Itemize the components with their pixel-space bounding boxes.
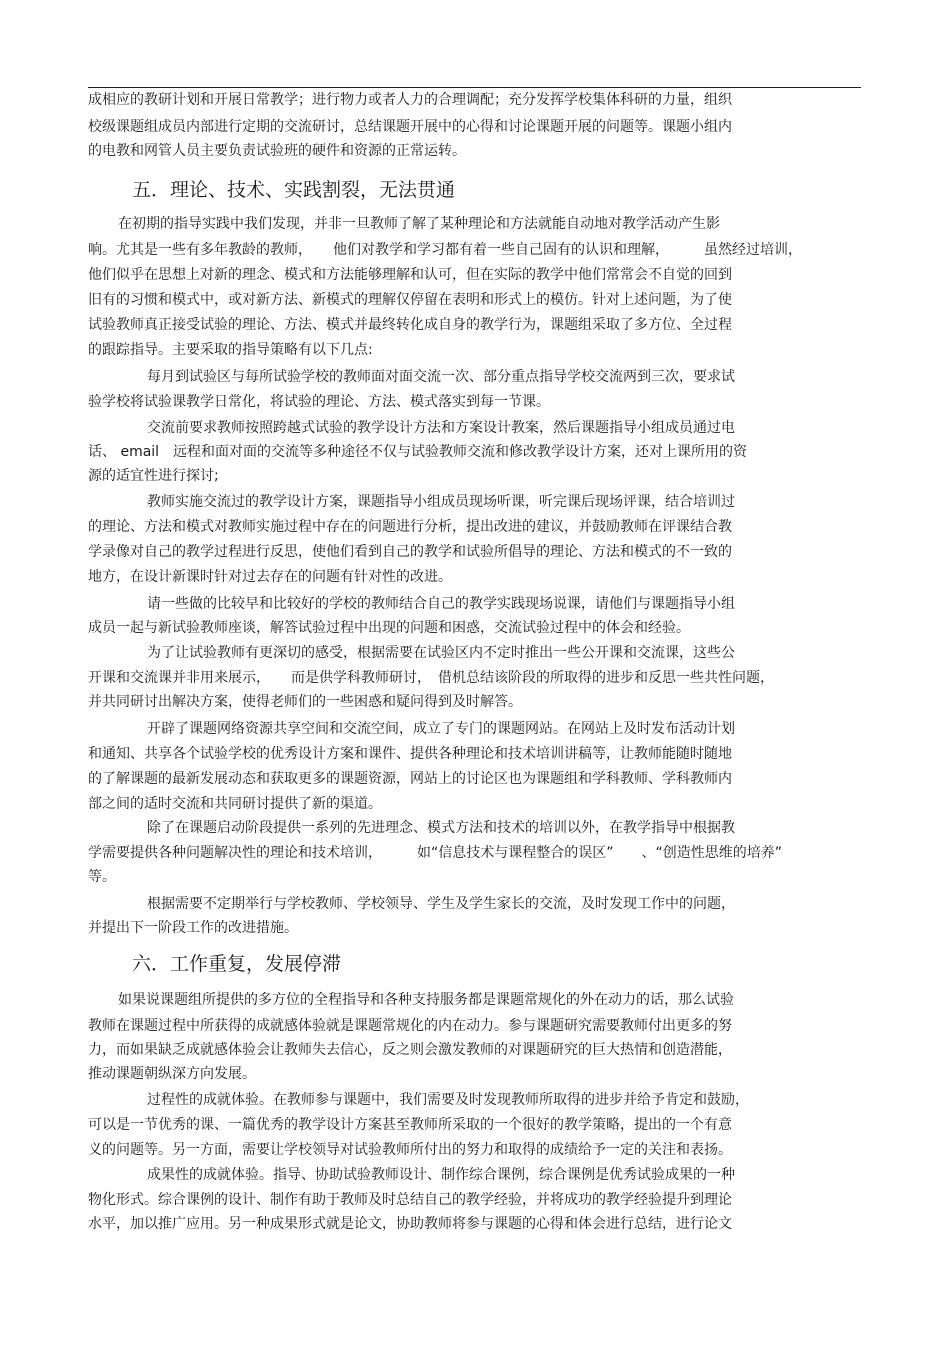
- text-line: 交流前要求教师按照跨越式试验的教学设计方法和方案设计教案，然后课题指导小组成员通过电: [147, 420, 735, 436]
- text-line: 如果说课题组所提供的多方位的全程指导和各种支持服务都是课题常规化的外在动力的话，那么试验: [118, 992, 734, 1008]
- text-line: 除了在课题启动阶段提供一系列的先进理念、模式方法和技术的培训以外，在教学指导中根据教: [147, 820, 735, 836]
- text-line: 可以是一节优秀的课、一篇优秀的教学设计方案甚至教师所采取的一个很好的教学策略，提出的一个有意: [88, 1117, 732, 1133]
- section-heading-5: 五．理论、技术、实践割裂，无法贯通: [132, 179, 456, 201]
- text-line: 旧有的习惯和模式中，或对新方法、新模式的理解仅停留在表明和形式上的模仿。针对上述问题，为了使: [88, 292, 732, 308]
- text-line: 源的适宜性进行探讨;: [88, 468, 219, 484]
- text-line: 部之间的适时交流和共同研讨提供了新的渠道。: [88, 796, 382, 812]
- text-line: 校级课题组成员内部进行定期的交流研讨，总结课题开展中的心得和讨论课题开展的问题等。课题小组内: [88, 119, 732, 135]
- text-line: 推动课题朝纵深方向发展。: [88, 1066, 256, 1082]
- text-line: 开课和交流课并非用来展示， 而是供学科教师研讨， 借机总结该阶段的所取得的进步和反思一些共性问题，: [88, 670, 774, 686]
- text-line: 的了解课题的最新发展动态和获取更多的课题资源，网站上的讨论区也为课题组和学科教师、学科教师内: [88, 771, 732, 787]
- text-line: 为了让试验教师有更深切的感受，根据需要在试验区内不定时推出一些公开课和交流课，这些公: [147, 645, 735, 661]
- text-line: 地方，在设计新课时针对过去存在的问题有针对性的改进。: [88, 569, 452, 585]
- text-line: 请一些做的比较早和比较好的学校的教师结合自己的教学实践现场说课，请他们与课题指导小组: [147, 596, 735, 612]
- text-line: 根据需要不定期举行与学校教师、学校领导、学生及学生家长的交流，及时发现工作中的问题，: [147, 896, 735, 912]
- text-line: 力，而如果缺乏成就感体验会让教师失去信心，反之则会激发教师的对课题研究的巨大热情和创造潜能，: [88, 1042, 732, 1058]
- text-line: 过程性的成就体验。在教师参与课题中，我们需要及时发现教师所取得的进步并给予肯定和鼓励，: [147, 1092, 749, 1108]
- text-line: 在初期的指导实践中我们发现，并非一旦教师了解了某种理论和方法就能自动地对教学活动产生影: [118, 216, 720, 232]
- text-line: 验学校将试验课教学日常化，将试验的理论、方法、模式落实到每一节课。: [88, 394, 550, 410]
- text-line: 的理论、方法和模式对教师实施过程中存在的问题进行分析，提出改进的建议，并鼓励教师在评课结合教: [88, 519, 732, 535]
- text-line: 响。尤其是一些有多年教龄的教师， 他们对教学和学习都有着一些自己固有的认识和理解， 虽然经过培训，: [88, 242, 802, 258]
- text-line: 学录像对自己的教学过程进行反思，使他们看到自己的教学和试验所倡导的理论、方法和模式的不一致的: [88, 544, 732, 560]
- header-rule: [88, 87, 861, 88]
- text-line: 等。: [88, 869, 116, 885]
- text-line: 试验教师真正接受试验的理论、方法、模式并最终转化成自身的教学行为，课题组采取了多方位、全过程: [88, 317, 732, 333]
- text-line: 开辟了课题网络资源共享空间和交流空间，成立了专门的课题网站。在网站上及时发布活动计划: [147, 721, 735, 737]
- text-line: 和通知、共享各个试验学校的优秀设计方案和课件、提供各种理论和技术培训讲稿等，让教师能随时随地: [88, 746, 732, 762]
- section-heading-6: 六．工作重复，发展停滞: [132, 953, 342, 975]
- text-line: 学需要提供各种问题解决性的理论和技术培训， 如“信息技术与课程整合的误区” 、“创造性思维的培养”: [88, 845, 783, 861]
- text-line: 物化形式。综合课例的设计、制作有助于教师及时总结自己的教学经验，并将成功的教学经验提升到理论: [88, 1192, 732, 1208]
- text-line: 义的问题等。另一方面，需要让学校领导对试验教师所付出的努力和取得的成绩给予一定的关注和表扬。: [88, 1142, 732, 1158]
- text-line: 成员一起与新试验教师座谈，解答试验过程中出现的问题和困惑，交流试验过程中的体会和经验。: [88, 620, 690, 636]
- text-line: 教师在课题过程中所获得的成就感体验就是课题常规化的内在动力。参与课题研究需要教师付出更多的努: [88, 1018, 732, 1034]
- text-line: 的跟踪指导。主要采取的指导策略有以下几点:: [88, 342, 373, 358]
- text-line: 他们似乎在思想上对新的理念、模式和方法能够理解和认可，但在实际的教学中他们常常会不自觉的回到: [88, 267, 732, 283]
- text-line: 话、 email 远程和面对面的交流等多种途径不仅与试验教师交流和修改教学设计方案，还对上课所用的资: [88, 444, 748, 460]
- text-line: 水平，加以推广应用。另一种成果形式就是论文，协助教师将参与课题的心得和体会进行总结，进行论文: [88, 1216, 732, 1232]
- text-line: 并提出下一阶段工作的改进措施。: [88, 920, 298, 936]
- text-line: 每月到试验区与每所试验学校的教师面对面交流一次、部分重点指导学校交流两到三次，要求试: [147, 369, 735, 385]
- text-line: 成相应的教研计划和开展日常教学；进行物力或者人力的合理调配；充分发挥学校集体科研的力量，组织: [88, 92, 732, 108]
- text-line: 的电教和网管人员主要负责试验班的硬件和资源的正常运转。: [88, 143, 466, 159]
- text-line: 成果性的成就体验。指导、协助试验教师设计、制作综合课例，综合课例是优秀试验成果的一种: [147, 1167, 735, 1183]
- text-line: 教师实施交流过的教学设计方案，课题指导小组成员现场听课，听完课后现场评课，结合培训过: [147, 494, 735, 510]
- text-line: 并共同研讨出解决方案，使得老师们的一些困惑和疑问得到及时解答。: [88, 694, 522, 710]
